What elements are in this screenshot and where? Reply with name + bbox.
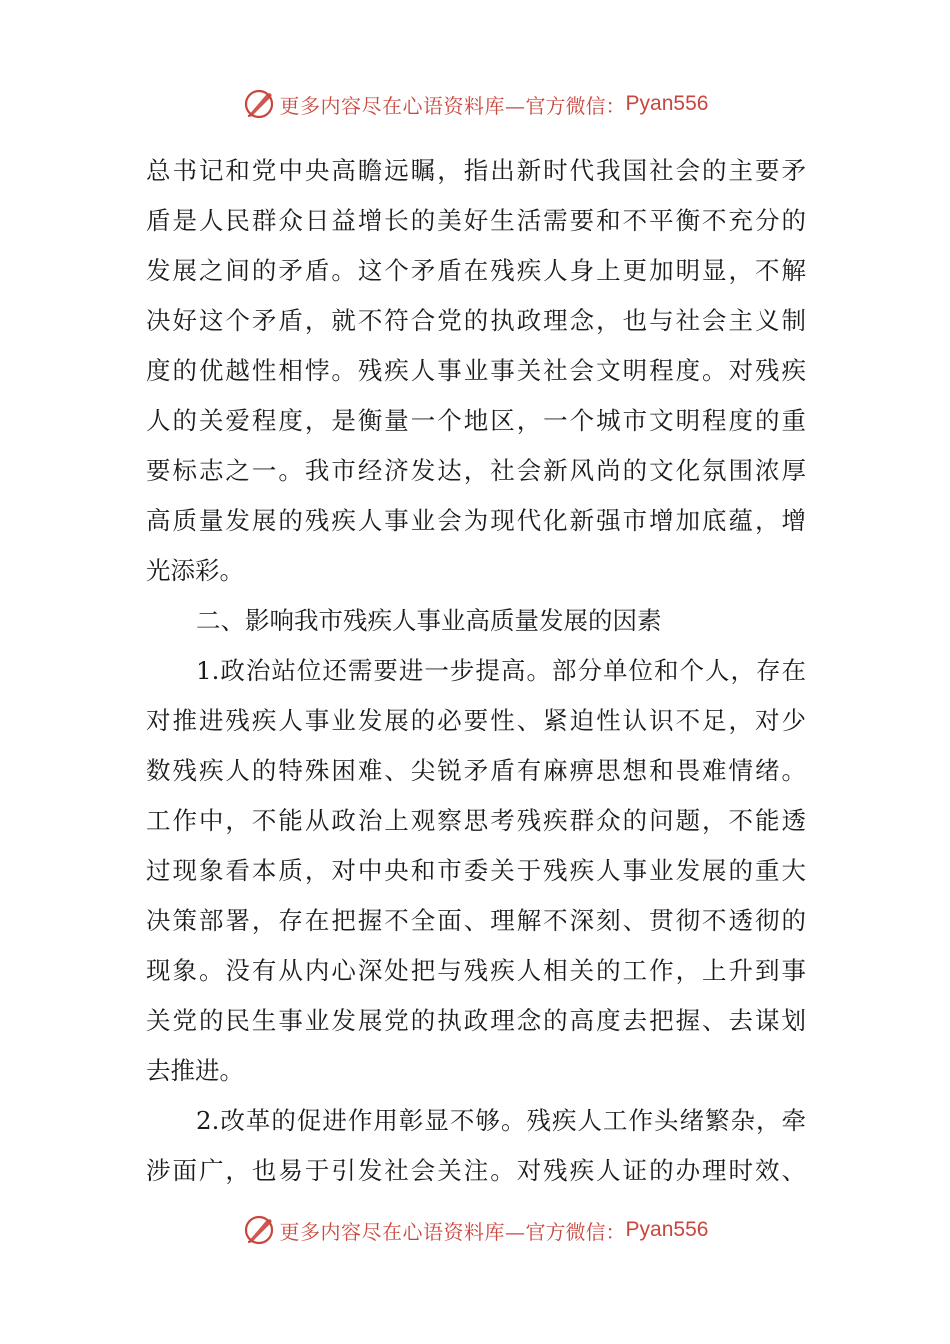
body-line: 去推进。: [146, 1056, 244, 1085]
body-line: 发展之间的矛盾。这个矛盾在残疾人身上更加明显，不解: [146, 256, 806, 285]
body-line: 光添彩。: [146, 556, 244, 585]
body-line: 过现象看本质，对中央和市委关于残疾人事业发展的重大: [146, 856, 806, 885]
quill-pen-logo-icon: [242, 1213, 276, 1247]
body-line: 高质量发展的残疾人事业会为现代化新强市增加底蕴，增: [146, 506, 806, 535]
watermark-wechat-id: Pyan556: [625, 1218, 709, 1241]
body-line: 涉面广，也易于引发社会关注。对残疾人证的办理时效、: [146, 1156, 806, 1185]
body-line: 工作中，不能从政治上观察思考残疾群众的问题，不能透: [146, 806, 806, 835]
body-line: 1.政治站位还需要进一步提高。部分单位和个人，存在: [196, 656, 806, 685]
body-line: 对推进残疾人事业发展的必要性、紧迫性认识不足，对少: [146, 706, 806, 735]
body-line: 人的关爱程度，是衡量一个地区，一个城市文明程度的重: [146, 406, 806, 435]
body-line: 盾是人民群众日益增长的美好生活需要和不平衡不充分的: [146, 206, 806, 235]
body-line: 决好这个矛盾，就不符合党的执政理念，也与社会主义制: [146, 306, 806, 335]
body-line: 总书记和党中央高瞻远瞩，指出新时代我国社会的主要矛: [146, 156, 806, 185]
watermark-text: 更多内容尽在心语资料库—: [279, 93, 526, 118]
watermark-text: 更多内容尽在心语资料库—: [279, 1219, 526, 1244]
header-watermark: [0, 84, 950, 124]
body-line: 数残疾人的特殊困难、尖锐矛盾有麻痹思想和畏难情绪。: [146, 756, 806, 785]
body-line: 现象。没有从内心深处把与残疾人相关的工作，上升到事: [146, 956, 806, 985]
document-body: [146, 146, 806, 1196]
body-line: 关党的民生事业发展党的执政理念的高度去把握、去谋划: [146, 1006, 806, 1035]
body-line: 度的优越性相悖。残疾人事业事关社会文明程度。对残疾: [146, 356, 806, 385]
footer-watermark: [0, 1210, 950, 1250]
quill-pen-logo-icon: [242, 87, 276, 121]
watermark-wechat-label: 官方微信：: [525, 1219, 626, 1244]
body-line: 要标志之一。我市经济发达，社会新风尚的文化氛围浓厚: [146, 456, 806, 485]
body-line: 决策部署，存在把握不全面、理解不深刻、贯彻不透彻的: [146, 906, 806, 935]
watermark-wechat-label: 官方微信：: [525, 93, 626, 118]
body-line: 2.改革的促进作用彰显不够。残疾人工作头绪繁杂，牵: [196, 1106, 806, 1135]
section-heading: 二、影响我市残疾人事业高质量发展的因素: [196, 606, 662, 635]
watermark-wechat-id: Pyan556: [625, 92, 709, 115]
